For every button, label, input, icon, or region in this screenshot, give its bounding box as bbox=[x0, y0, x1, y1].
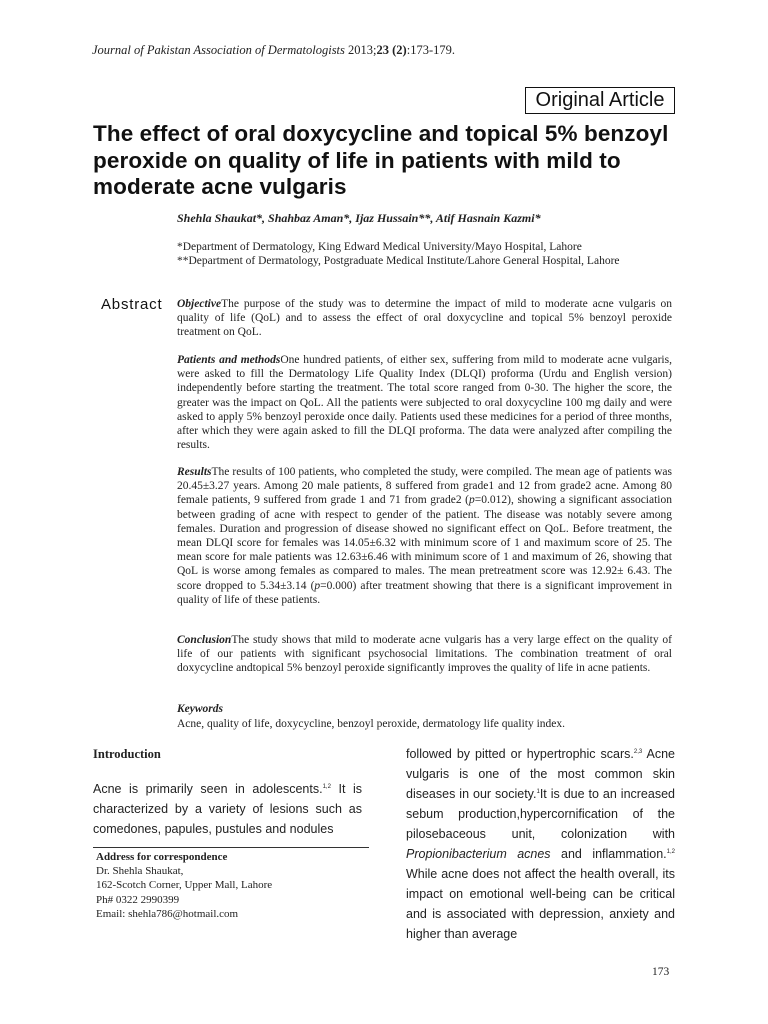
methods-text: One hundred patients, of either sex, suffering from mild to moderate acne vulgaris, were asked to fill the Dermatology Life Quality Index (DLQI) proforma (Urdu and English version) independently before starting the treatment. The total score ranged from 0-30. The higher the score, the greater was the impact on QoL. All the patients were subjected to oral doxycycline 100 mg daily and were asked to apply 5% benzoyl peroxide once daily. Patients used these medicines for a period of three months, after which they were again asked to fill the DLQI proforma. The data were analyzed after compiling the results. bbox=[177, 354, 672, 452]
results-text-b: =0.012), showing a significant association between grading of acne with respect to gender of the patient. The disease was notably severe among females. Duration and progression of disease showed no significant effect on QoL. Before treatment, the mean DLQI score for females was 14.05±6.32 with minimum score of 1 and maximum score of 25. The mean score for male patients was 12.63±6.46 with minimum score of 1 and maximum of 26, showing that QoL is worse among females as compared to males. The mean pretreatment score was 12.92± 6.43. The score dropped to 5.34±3.14 ( bbox=[177, 494, 672, 592]
correspondence-block bbox=[96, 850, 272, 921]
article-title: The effect of oral doxycycline and topical 5% benzoyl peroxide on quality of life in patients with mild to moderate acne vulgaris bbox=[93, 121, 669, 199]
introduction-column-2 bbox=[406, 744, 675, 944]
conclusion-lead: Conclusion bbox=[177, 634, 232, 646]
citation-ref: 2,3 bbox=[633, 748, 643, 755]
journal-name: Journal of Pakistan Association of Dermatologists bbox=[92, 43, 345, 57]
citation-ref: 1,2 bbox=[322, 783, 331, 790]
abstract-objective bbox=[177, 297, 672, 340]
correspondence-address: 162-Scotch Corner, Upper Mall, Lahore bbox=[96, 879, 273, 892]
affiliations bbox=[177, 240, 647, 268]
results-p-value-2: p bbox=[314, 579, 321, 592]
correspondence-name: Dr. Shehla Shaukat, bbox=[96, 865, 184, 878]
journal-pages: :173-179. bbox=[406, 43, 455, 57]
abstract-methods bbox=[177, 353, 672, 452]
author-list: Shehla Shaukat*, Shahbaz Aman*, Ijaz Hussain**, Atif Hasnain Kazmi* bbox=[177, 211, 541, 225]
results-p-value-1: p bbox=[469, 494, 475, 507]
objective-text: The purpose of the study was to determine the impact of mild to moderate acne vulgaris on quality of life (QoL) and to assess the effect of oral doxycycline and topical 5% benzoyl peroxide treatment on QoL. bbox=[177, 298, 672, 339]
intro-col2-text-d: and inflammation. bbox=[550, 847, 667, 861]
introduction-heading: Introduction bbox=[93, 747, 161, 761]
journal-issue: (2) bbox=[389, 43, 407, 57]
abstract-conclusion bbox=[177, 633, 672, 676]
affiliation-2: **Department of Dermatology, Postgraduate Medical Institute/Lahore General Hospital, Lahore bbox=[177, 255, 620, 267]
abstract-results bbox=[177, 465, 672, 607]
organism-name: Propionibacterium acnes bbox=[406, 847, 551, 861]
intro-col2-text-a: followed by pitted or hypertrophic scars. bbox=[406, 747, 634, 761]
article-type-box: Original Article bbox=[525, 87, 675, 114]
journal-year: 2013; bbox=[344, 43, 377, 57]
intro-col2-text-c: It is due to an increased sebum production,hypercornification of the pilosebaceous unit, colonization with bbox=[406, 787, 675, 841]
journal-citation bbox=[92, 43, 455, 58]
correspondence-heading: Address for correspondence bbox=[96, 851, 228, 863]
intro-col2-text-b: Acne vulgaris is one of the most common skin diseases in our society. bbox=[406, 747, 675, 801]
affiliation-1: *Department of Dermatology, King Edward Medical University/Mayo Hospital, Lahore bbox=[177, 241, 582, 253]
intro-col1-text-a: Acne is primarily seen in adolescents. bbox=[93, 782, 323, 796]
page-number: 173 bbox=[652, 966, 670, 978]
results-text-a: The results of 100 patients, who completed the study, were compiled. The mean age of patients was 20.45±3.27 years. Among 20 male patients, 8 suffered from grade1 and 12 from grade2 acne. Among 80 female patients, 9 suffered from grade 1 and 71 from grade2 ( bbox=[177, 466, 672, 507]
methods-lead: Patients and methods bbox=[177, 354, 281, 366]
keywords-text: Acne, quality of life, doxycycline, benzoyl peroxide, dermatology life quality index. bbox=[177, 718, 566, 730]
abstract-label: Abstract bbox=[101, 296, 163, 313]
journal-volume: 23 bbox=[376, 43, 390, 57]
conclusion-text: The study shows that mild to moderate acne vulgaris has a very large effect on the quality of life of our patients with significant psychosocial limitations. The combination treatment of oral doxycycline andtopical 5% benzoyl peroxide significantly improves the quality of life in acne patients. bbox=[177, 634, 672, 675]
results-lead: Results bbox=[177, 466, 212, 478]
intro-col2-text-e: While acne does not affect the health overall, its impact on emotional well-being can be critical and is associated with depression, anxiety and higher than average bbox=[406, 867, 675, 941]
correspondence-phone: Ph# 0322 2990399 bbox=[96, 893, 180, 906]
correspondence-divider bbox=[93, 847, 369, 848]
citation-ref: 1 bbox=[536, 788, 540, 795]
intro-col1-text-b: It is characterized by a variety of lesions such as comedones, papules, pustules and nodules bbox=[93, 782, 362, 836]
citation-ref: 1,2 bbox=[666, 848, 676, 855]
objective-lead: Objective bbox=[177, 298, 222, 310]
keywords-label: Keywords bbox=[177, 703, 223, 715]
correspondence-email: Email: shehla786@hotmail.com bbox=[96, 907, 239, 920]
results-text-c: =0.000) after treatment showing that there is a significant improvement in quality of life of these patients. bbox=[177, 579, 672, 606]
introduction-column-1 bbox=[93, 779, 362, 839]
